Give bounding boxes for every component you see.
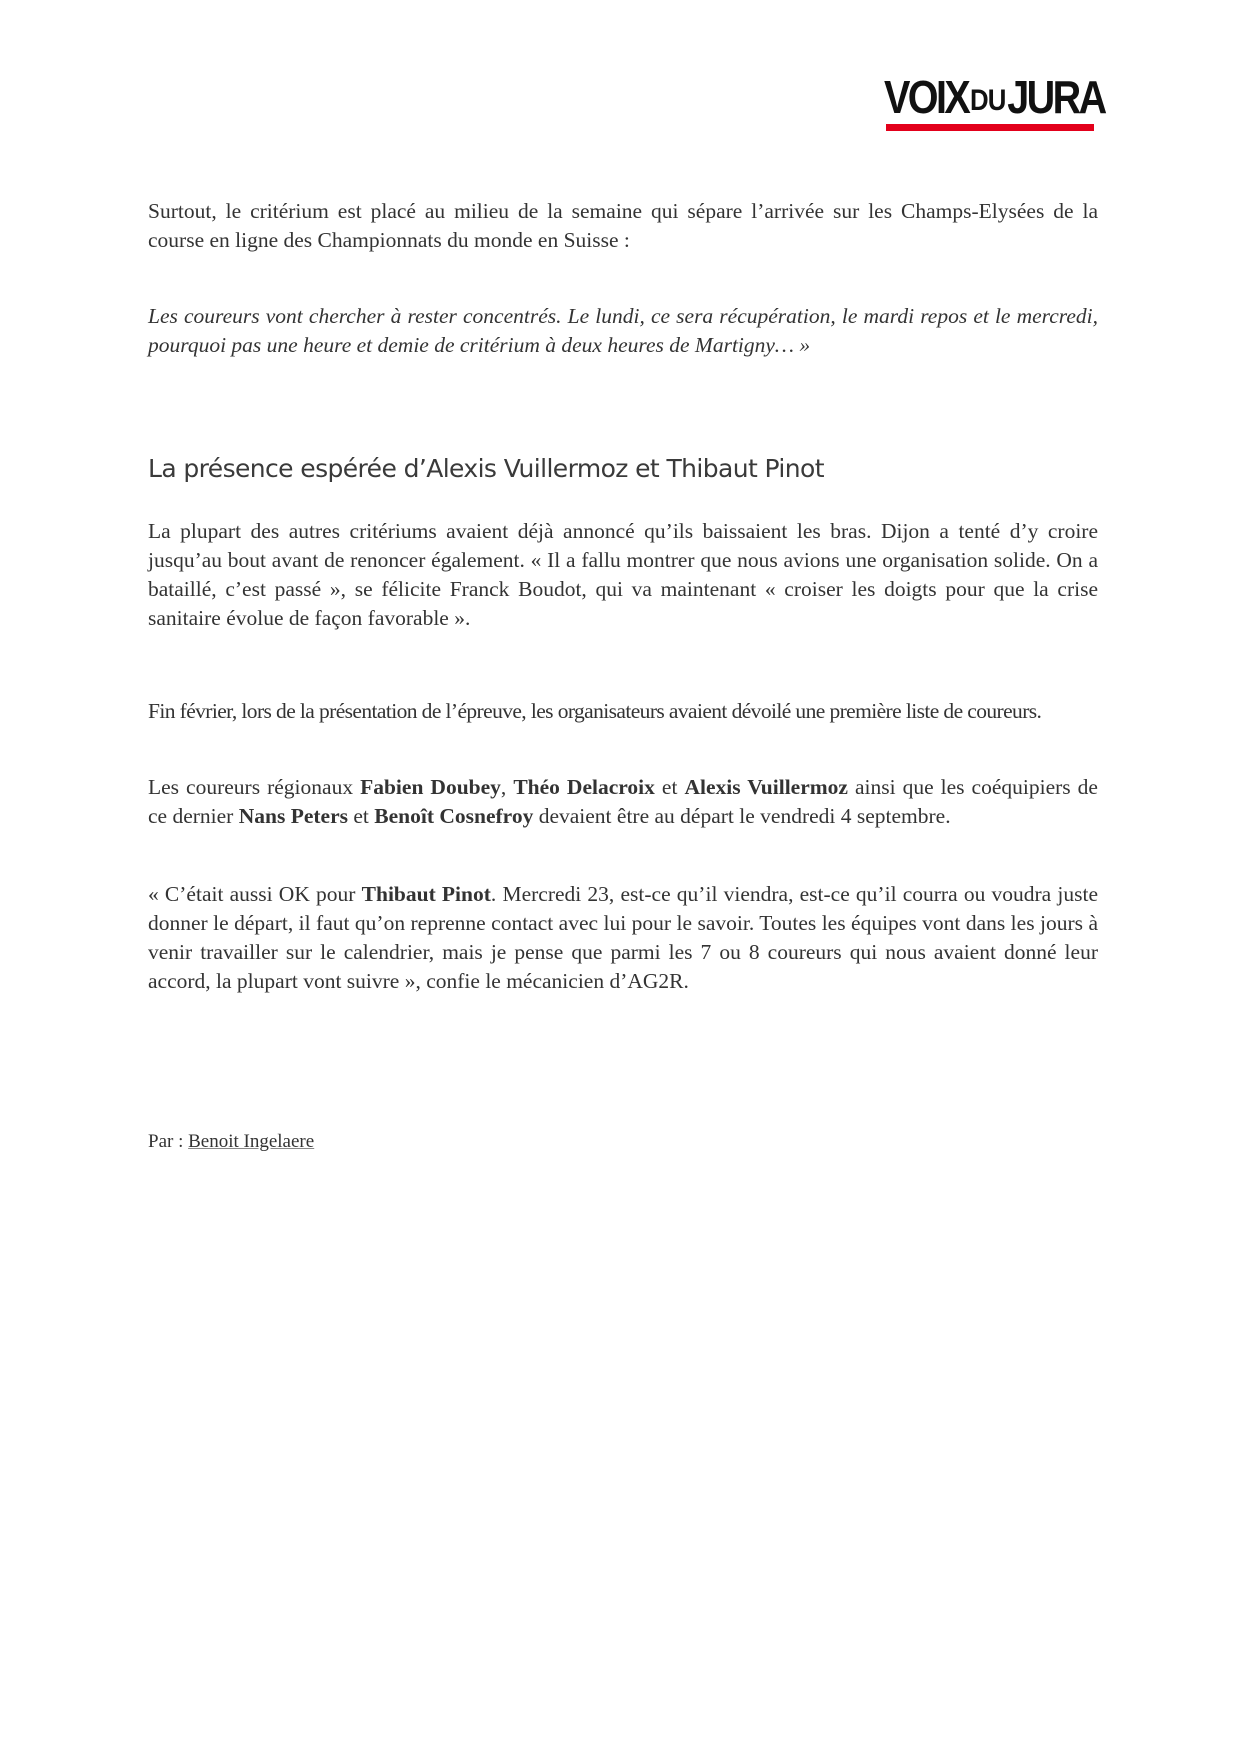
paragraph-pinot-quote <box>148 880 1098 996</box>
text-span: , <box>500 775 514 799</box>
text-span: ainsi que les coéquipiers de ce dernier <box>148 775 1098 828</box>
text-span: Les coureurs régionaux <box>148 775 361 799</box>
byline <box>148 1127 1098 1156</box>
logo-part-jura: JURA <box>1007 71 1105 123</box>
author-link[interactable]: Benoit Ingelaere <box>188 1131 315 1152</box>
rider-name: Nans Peters <box>238 804 348 828</box>
logo-wordmark <box>884 71 1105 124</box>
text-span: et <box>654 775 685 799</box>
rider-name: Fabien Doubey <box>360 775 501 799</box>
voix-du-jura-logo <box>884 71 1105 134</box>
paragraph-coureurs-regionaux <box>148 773 1098 831</box>
text-span: et <box>347 804 375 828</box>
paragraph-intro: Surtout, le critérium est placé au milieu de la semaine qui sépare l’arrivée sur les Champs-Elysées de la course en ligne des Championnats du monde en Suisse : <box>148 199 1098 252</box>
rider-name: Benoît Cosnefroy <box>374 804 534 828</box>
paragraph-criteriums: La plupart des autres critériums avaient déjà annoncé qu’ils baissaient les bras. Dijon a tenté d’y croire jusqu’au bout avant de renoncer également. « Il a fallu montrer que nous avions une organisation solide. On a bataillé, c’est passé », se félicite Franck Boudot, qui va maintenant « croiser les doigts pour que la crise sanitaire évolue de façon favorable ». <box>148 519 1098 630</box>
paragraph-fin-fevrier: Fin février, lors de la présentation de l’épreuve, les organisateurs avaient dévoilé une première liste de coureurs. <box>148 699 1042 723</box>
byline-label: Par : <box>148 1131 189 1152</box>
rider-name: Thibaut Pinot <box>361 882 491 906</box>
text-span: devaient être au départ le vendredi 4 septembre. <box>533 804 951 828</box>
logo-red-bar <box>886 124 1094 131</box>
quote-paragraph: Les coureurs vont chercher à rester concentrés. Le lundi, ce sera récupération, le mardi repos et le mercredi, pourquoi pas une heure et demie de critérium à deux heures de Martigny… » <box>148 304 1098 357</box>
text-span: « C’était aussi OK pour <box>148 882 362 906</box>
rider-name: Théo Delacroix <box>513 775 655 799</box>
logo-part-voix: VOIX <box>884 71 969 123</box>
section-heading: La présence espérée d’Alexis Vuillermoz et Thibaut Pinot <box>148 454 824 483</box>
logo-part-du: DU <box>969 84 1006 117</box>
rider-name: Alexis Vuillermoz <box>684 775 848 799</box>
text-span: . Mercredi 23, est-ce qu’il viendra, est-ce qu’il courra ou voudra juste donner le départ, il faut qu’on reprenne contact avec lui pour le savoir. Toutes les équipes vont dans les jours à venir travailler sur le calendrier, mais je pense que parmi les 7 ou 8 coureurs qui nous avaient donné leur accord, la plupart vont suivre », confie le mécanicien d’AG2R. <box>148 882 1098 993</box>
